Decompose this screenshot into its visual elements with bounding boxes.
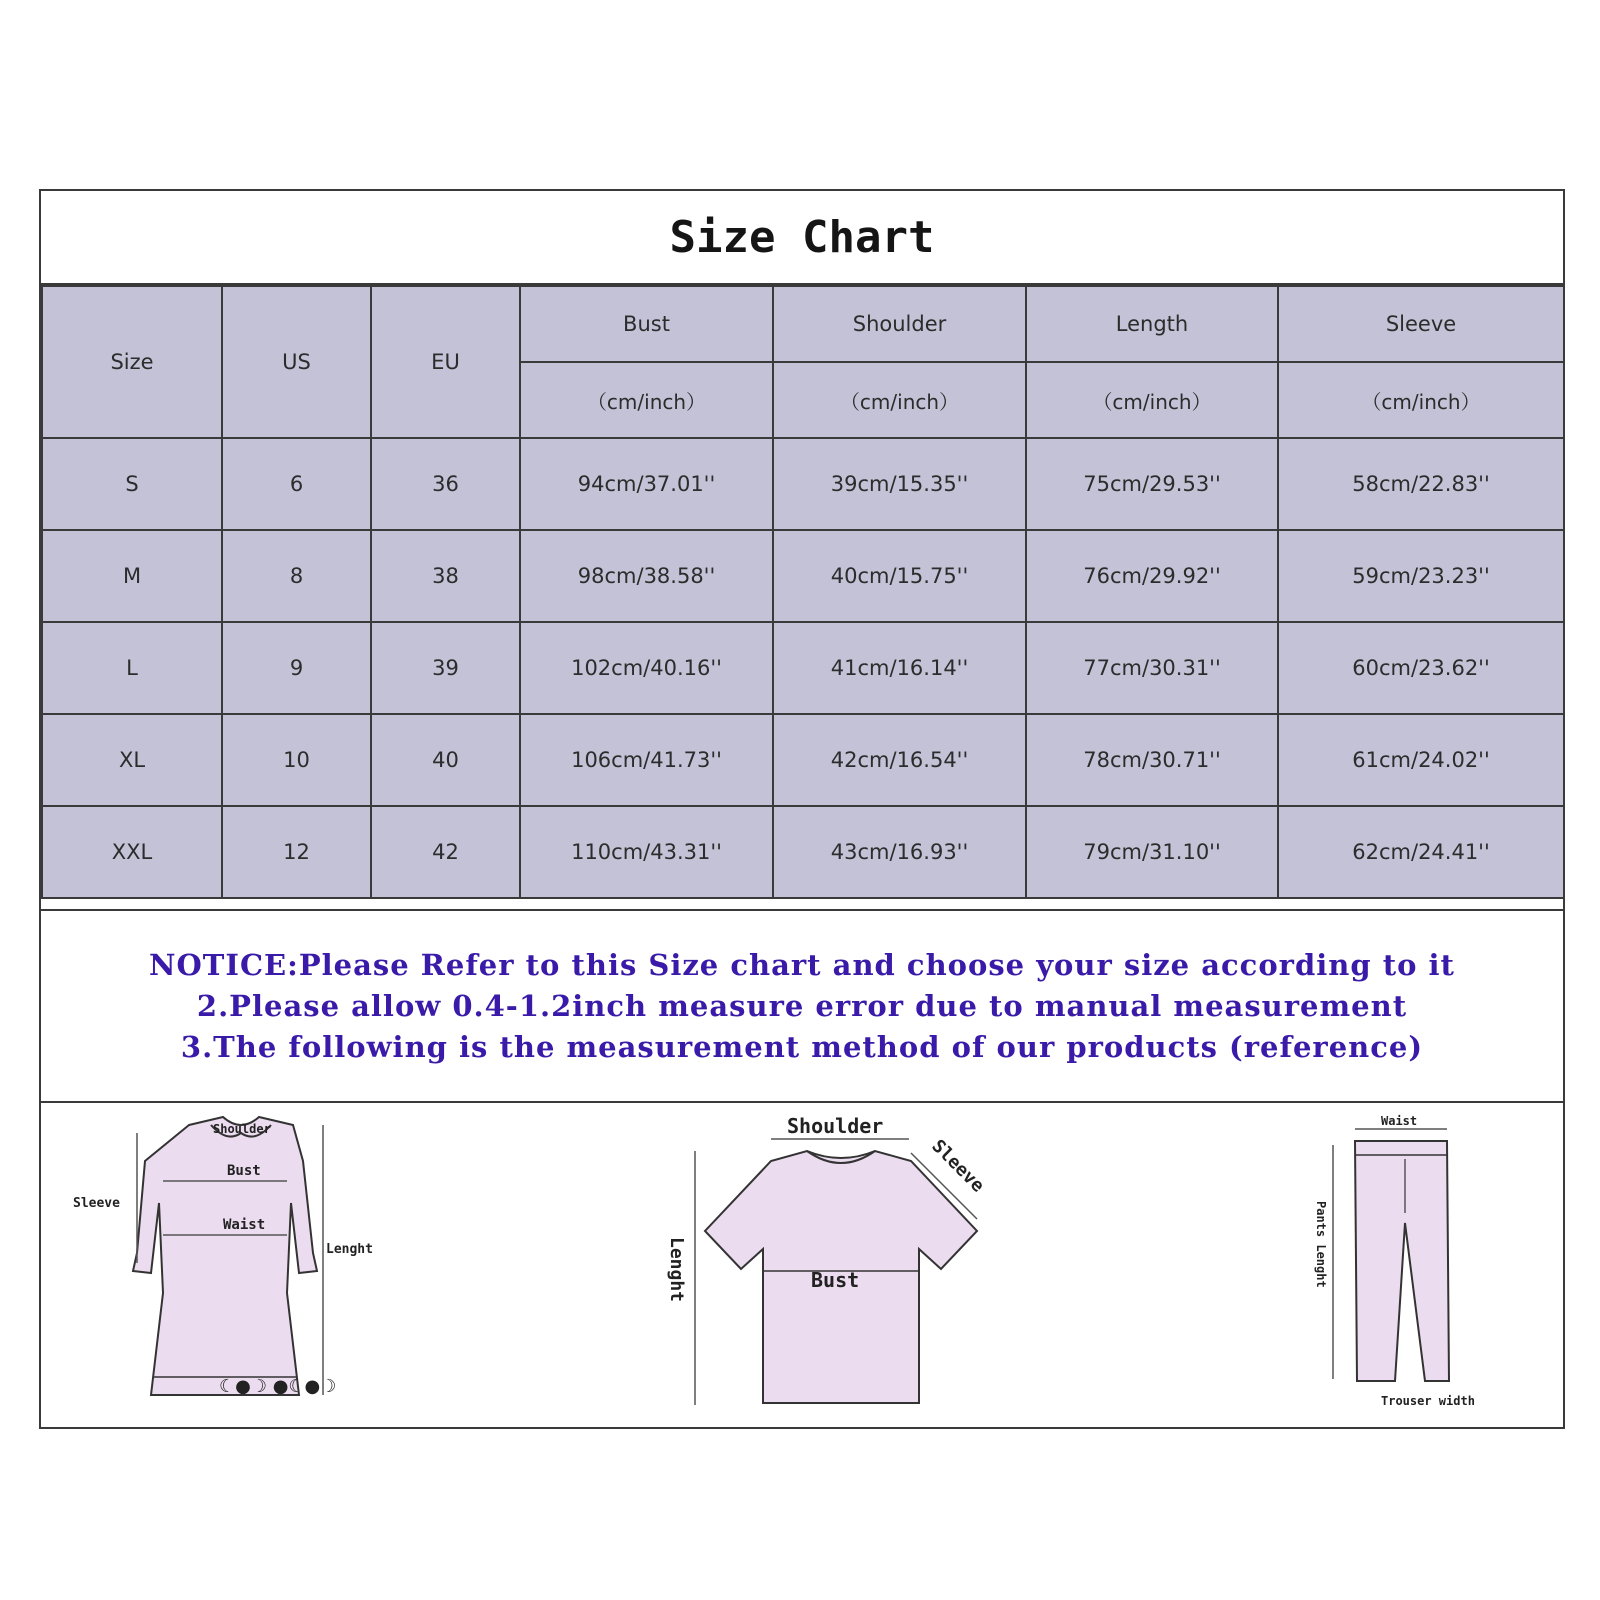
cell-length: 75cm/29.53'' <box>1026 438 1278 530</box>
header-size: Size <box>42 286 222 438</box>
cell-sleeve: 59cm/23.23'' <box>1278 530 1564 622</box>
cell-bust: 110cm/43.31'' <box>520 806 773 898</box>
cell-us: 6 <box>222 438 371 530</box>
page-title: Size Chart <box>41 191 1563 285</box>
notice-line-1: NOTICE:Please Refer to this Size chart and choose your size according to it <box>149 947 1455 982</box>
header-us: US <box>222 286 371 438</box>
cell-sleeve: 58cm/22.83'' <box>1278 438 1564 530</box>
cell-shoulder: 43cm/16.93'' <box>773 806 1026 898</box>
pants-length-label: Pants Lenght <box>1314 1201 1328 1288</box>
cell-us: 8 <box>222 530 371 622</box>
unit-shoulder: （cm/inch） <box>773 362 1026 438</box>
cell-shoulder: 42cm/16.54'' <box>773 714 1026 806</box>
header-bust: Bust <box>520 286 773 362</box>
table-row <box>42 438 1564 530</box>
notice-line-2: 2.Please allow 0.4-1.2inch measure error due to manual measurement <box>196 988 1408 1023</box>
unit-sleeve: （cm/inch） <box>1278 362 1564 438</box>
table-row <box>42 714 1564 806</box>
table-row <box>42 806 1564 898</box>
tshirt-shoulder-label: Shoulder <box>787 1114 884 1138</box>
measurement-figures <box>41 1103 1563 1429</box>
cell-shoulder: 40cm/15.75'' <box>773 530 1026 622</box>
cell-bust: 106cm/41.73'' <box>520 714 773 806</box>
cell-sleeve: 60cm/23.62'' <box>1278 622 1564 714</box>
dress-sleeve-label: Sleeve <box>73 1196 120 1211</box>
cell-size: XXL <box>42 806 222 898</box>
svg-text:☾●☽ ●☾●☽: ☾●☽ ●☾●☽ <box>219 1376 337 1397</box>
cell-bust: 102cm/40.16'' <box>520 622 773 714</box>
cell-size: M <box>42 530 222 622</box>
cell-eu: 36 <box>371 438 520 530</box>
tshirt-illustration <box>666 1114 988 1405</box>
dress-illustration <box>73 1117 373 1397</box>
table-row <box>42 530 1564 622</box>
cell-sleeve: 61cm/24.02'' <box>1278 714 1564 806</box>
cell-length: 79cm/31.10'' <box>1026 806 1278 898</box>
cell-shoulder: 41cm/16.14'' <box>773 622 1026 714</box>
cell-length: 76cm/29.92'' <box>1026 530 1278 622</box>
cell-sleeve: 62cm/24.41'' <box>1278 806 1564 898</box>
cell-length: 77cm/30.31'' <box>1026 622 1278 714</box>
header-eu: EU <box>371 286 520 438</box>
cell-size: L <box>42 622 222 714</box>
cell-bust: 98cm/38.58'' <box>520 530 773 622</box>
unit-bust: （cm/inch） <box>520 362 773 438</box>
notice-line-3: 3.The following is the measurement method of our products (reference) <box>180 1029 1424 1064</box>
notice-block <box>41 909 1563 1103</box>
pants-illustration <box>1314 1114 1475 1408</box>
trouser-width-label: Trouser width <box>1381 1394 1475 1408</box>
dress-waist-label: Waist <box>223 1217 266 1233</box>
cell-us: 12 <box>222 806 371 898</box>
unit-length: （cm/inch） <box>1026 362 1278 438</box>
cell-eu: 42 <box>371 806 520 898</box>
table-row <box>42 622 1564 714</box>
tshirt-sleeve-label: Sleeve <box>927 1135 989 1197</box>
header-shoulder: Shoulder <box>773 286 1026 362</box>
header-row <box>42 286 1564 362</box>
measurement-illustrations <box>41 1103 1563 1429</box>
cell-size: XL <box>42 714 222 806</box>
cell-bust: 94cm/37.01'' <box>520 438 773 530</box>
cell-shoulder: 39cm/15.35'' <box>773 438 1026 530</box>
dress-bust-label: Bust <box>227 1163 261 1179</box>
cell-eu: 39 <box>371 622 520 714</box>
cell-eu: 38 <box>371 530 520 622</box>
header-sleeve: Sleeve <box>1278 286 1564 362</box>
dress-length-label: Lenght <box>326 1242 373 1257</box>
header-length: Length <box>1026 286 1278 362</box>
pants-waist-label: Waist <box>1381 1114 1418 1128</box>
cell-us: 10 <box>222 714 371 806</box>
cell-length: 78cm/30.71'' <box>1026 714 1278 806</box>
tshirt-bust-label: Bust <box>811 1268 860 1292</box>
size-table <box>41 285 1565 899</box>
cell-eu: 40 <box>371 714 520 806</box>
cell-us: 9 <box>222 622 371 714</box>
cell-size: S <box>42 438 222 530</box>
tshirt-length-label: Lenght <box>666 1237 687 1303</box>
size-chart-frame <box>39 189 1565 1429</box>
dress-shoulder-label: Shoulder <box>213 1122 271 1136</box>
